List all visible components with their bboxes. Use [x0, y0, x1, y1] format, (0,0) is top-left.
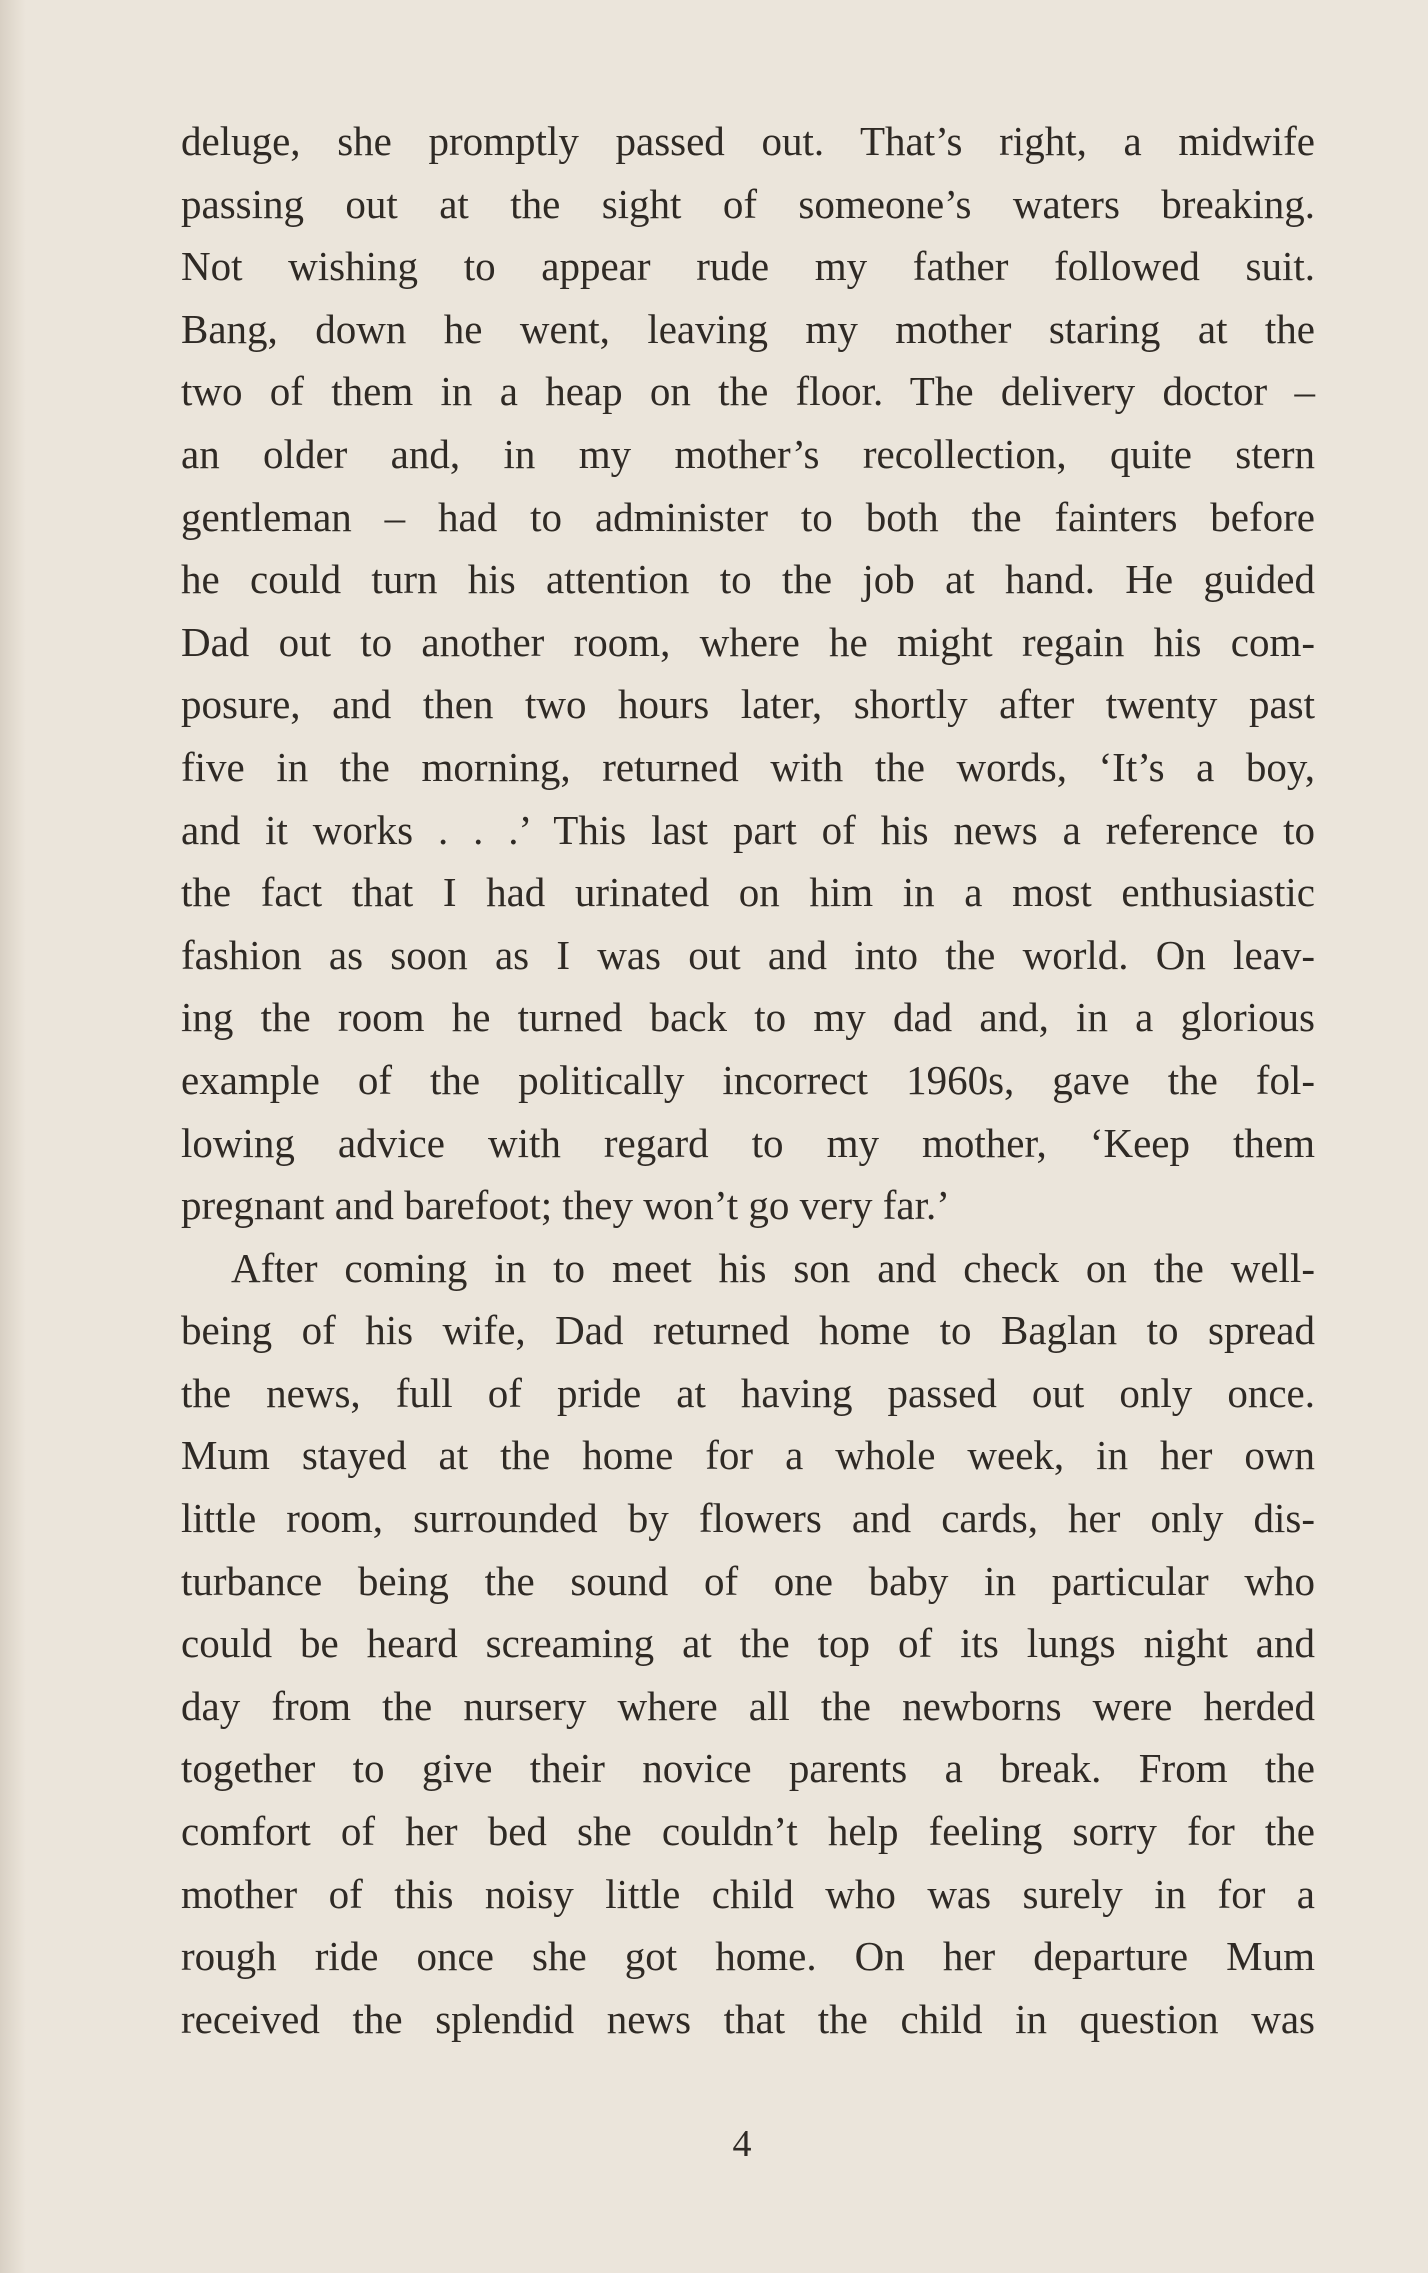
text-line: and it works . . .’ This last part of his news a reference to: [181, 806, 1315, 853]
text-line: received the splendid news that the child in question was: [181, 1995, 1315, 2042]
text-line: Dad out to another room, where he might regain his com-: [181, 618, 1315, 665]
text-line: Bang, down he went, leaving my mother staring at the: [181, 305, 1315, 352]
text-line: gentleman – had to administer to both the fainters before: [181, 493, 1315, 540]
text-line: day from the nursery where all the newborns were herded: [181, 1682, 1315, 1729]
text-line: could be heard screaming at the top of its lungs night and: [181, 1620, 1315, 1667]
text-line: little room, surrounded by flowers and cards, her only dis-: [181, 1495, 1315, 1542]
text-line: Not wishing to appear rude my father followed suit.: [181, 243, 1315, 290]
text-line: pregnant and barefoot; they won’t go very far.’: [181, 1182, 950, 1229]
page-gutter-shadow: [0, 0, 26, 2273]
page-number: 4: [732, 2123, 752, 2165]
text-line: he could turn his attention to the job at hand. He guided: [181, 556, 1315, 603]
text-line: example of the politically incorrect 1960s, gave the fol-: [181, 1056, 1315, 1103]
text-line: lowing advice with regard to my mother, ‘Keep them: [181, 1119, 1315, 1166]
text-line: an older and, in my mother’s recollection, quite stern: [181, 430, 1315, 477]
text-line: mother of this noisy little child who was surely in for a: [181, 1870, 1315, 1917]
text-line: the news, full of pride at having passed out only once.: [181, 1369, 1315, 1416]
text-line: turbance being the sound of one baby in particular who: [181, 1557, 1315, 1604]
text-line: passing out at the sight of someone’s waters breaking.: [181, 180, 1315, 227]
text-line: two of them in a heap on the floor. The delivery doctor –: [181, 368, 1315, 415]
text-line: posure, and then two hours later, shortly after twenty past: [181, 681, 1315, 728]
text-line: comfort of her bed she couldn’t help feeling sorry for the: [181, 1808, 1315, 1855]
text-line: After coming in to meet his son and check on the well-: [231, 1244, 1315, 1291]
text-line: the fact that I had urinated on him in a most enthusiastic: [181, 869, 1315, 916]
text-line: rough ride once she got home. On her departure Mum: [181, 1933, 1315, 1980]
paragraph-2: [181, 1237, 1315, 2051]
text-line: Mum stayed at the home for a whole week, in her own: [181, 1432, 1315, 1479]
text-line: ing the room he turned back to my dad and, in a glorious: [181, 994, 1315, 1041]
body-text: [181, 110, 1315, 2050]
paragraph-1: [181, 110, 1315, 1237]
text-line: being of his wife, Dad returned home to Baglan to spread: [181, 1307, 1315, 1354]
text-line: deluge, she promptly passed out. That’s right, a midwife: [181, 118, 1315, 164]
text-line: five in the morning, returned with the words, ‘It’s a boy,: [181, 743, 1315, 790]
text-line: together to give their novice parents a break. From the: [181, 1745, 1315, 1792]
text-line: fashion as soon as I was out and into the world. On leav-: [181, 931, 1315, 978]
